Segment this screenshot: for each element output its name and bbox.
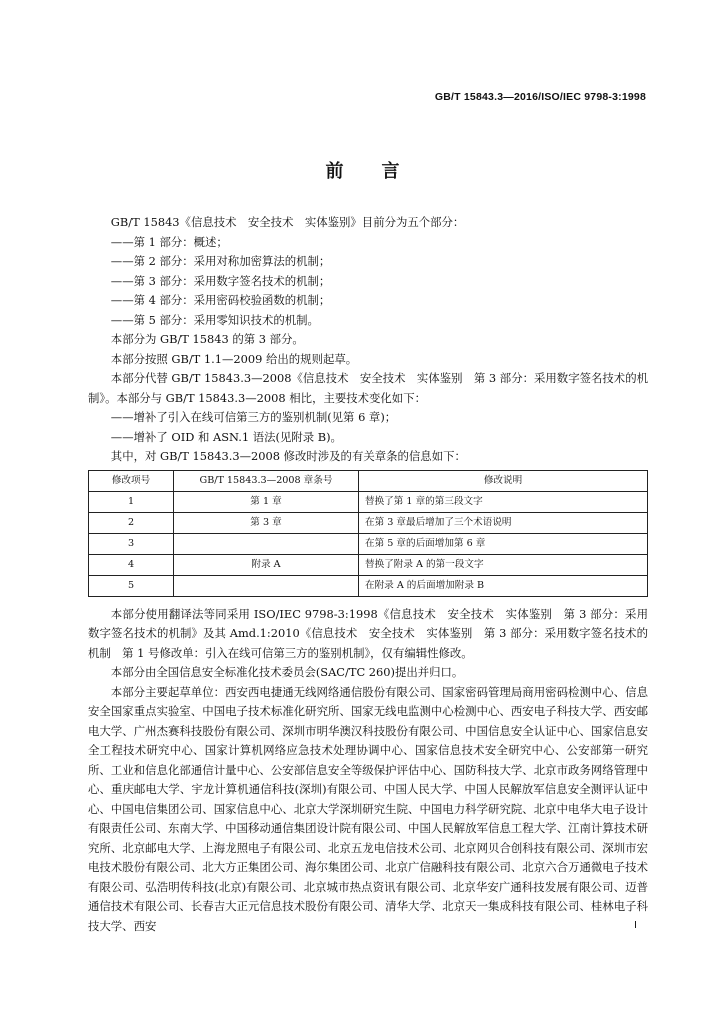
table-intro-paragraph: 其中，对 GB/T 15843.3—2008 修改时涉及的有关章条的信息如下： (110, 449, 466, 463)
table-cell: 4 (89, 554, 174, 575)
table-row (89, 491, 648, 512)
part-list-item: ——第 4 部分：采用密码校验函数的机制； (110, 293, 331, 307)
table-cell: 第 3 章 (174, 512, 359, 533)
table-cell: 替换了附录 A 的第一段文字 (359, 554, 648, 575)
title-char-2: 言 (381, 161, 400, 182)
table-cell: 替换了第 1 章的第三段文字 (359, 491, 648, 512)
table-row (89, 512, 648, 533)
table-cell: 3 (89, 533, 174, 554)
table-cell (174, 533, 359, 554)
change-list-item: ——增补了 OID 和 ASN.1 语法(见附录 B)。 (110, 429, 342, 444)
proposed-paragraph: 本部分由全国信息安全标准化技术委员会(SAC/TC 260)提出并归口。 (110, 665, 464, 679)
modification-table (88, 470, 648, 597)
replaces-paragraph: 本部分代替 GB/T 15843.3—2008《信息技术 安全技术 实体鉴别 第 3 部分：采用数字签名技术的机制》。本部分与 GB/T 15843.3—2008 相比，主要技术变化如下： (88, 371, 648, 405)
adoption-paragraph: 本部分使用翻译法等同采用 ISO/IEC 9798-3:1998《信息技术 安全技术 实体鉴别 第 3 部分：采用数字签名技术的机制》及其 Amd.1:2010《信息技术 安全技术 实体鉴别 第 3 部分：采用数字签名技术的机制 第 1 号修改单：引入在线可信第三方的鉴别机制》，仅有编辑性修改。 (88, 606, 648, 660)
table-row (89, 575, 648, 596)
foreword-body (88, 213, 648, 936)
drafting-paragraph: 本部分按照 GB/T 1.1—2009 给出的规则起草。 (110, 351, 358, 366)
part-list-item: ——第 3 部分：采用数字签名技术的机制； (110, 273, 331, 288)
part-list-item: ——第 5 部分：采用零知识技术的机制。 (110, 312, 319, 327)
table-header-cell: 修改项号 (89, 470, 174, 491)
table-row (89, 554, 648, 575)
table-cell (174, 575, 359, 596)
table-header-cell: GB/T 15843.3—2008 章条号 (174, 470, 359, 491)
standard-number-header: GB/T 15843.3—2016/ISO/IEC 9798-3:1998 (434, 91, 646, 103)
table-cell: 5 (89, 575, 174, 596)
part-list-item: ——第 1 部分：概述； (110, 234, 228, 249)
table-cell: 第 1 章 (174, 491, 359, 512)
table-cell: 2 (89, 512, 174, 533)
table-cell: 在第 3 章最后增加了三个术语说明 (359, 512, 648, 533)
table-cell: 附录 A (174, 554, 359, 575)
page-number: I (634, 920, 637, 931)
change-list-item: ——增补了引入在线可信第三方的鉴别机制(见第 6 章)； (110, 410, 397, 424)
drafters-paragraph: 本部分主要起草单位：西安西电捷通无线网络通信股份有限公司、国家密码管理局商用密码检测中心、信息安全国家重点实验室、中国电子技术标准化研究所、国家无线电监测中心检测中心、西安电子科技大学、西安邮电大学、广州杰赛科技股份有限公司、深圳市明华澳汉科技股份有限公司、中国信息安全认证中心、国家信息安全工程技术研究中心、国家计算机网络应急技术处理协调中心、国家信息技术安全研究中心、公安部第一研究所、工业和信息化部通信计量中心、公安部信息安全等级保护评估中心、国防科技大学、北京市政务网络管理中心、重庆邮电大学、宇龙计算机通信科技(深圳)有限公司、中国人民大学、中国人民解放军信息安全测评认证中心、中国电信集团公司、国家信息中心、北京大学深圳研究生院、中国电力科学研究院、北京中电华大电子设计有限责任公司、东南大学、中国移动通信集团设计院有限公司、中国人民解放军信息工程大学、江南计算技术研究所、北京邮电大学、上海龙照电子有限公司、北京五龙电信技术公司、北京网贝合创科技有限公司、深圳市宏电技术股份有限公司、北大方正集团公司、海尔集团公司、北京广信融科技有限公司、北京六合万通微电子技术有限公司、弘浩明传科技(北京)有限公司、北京城市热点资讯有限公司、北京华安广通科技发展有限公司、迈普通信技术有限公司、长春吉大正元信息技术股份有限公司、清华大学、北京天一集成科技有限公司、桂林电子科技大学、西安 (88, 684, 648, 933)
table-header-row (89, 470, 648, 491)
table-cell: 在第 5 章的后面增加第 6 章 (359, 533, 648, 554)
page-title (0, 157, 725, 183)
title-char-1: 前 (325, 161, 344, 182)
table-cell: 1 (89, 491, 174, 512)
intro-paragraph: GB/T 15843《信息技术 安全技术 实体鉴别》目前分为五个部分： (110, 215, 465, 229)
table-row (89, 533, 648, 554)
table-header-cell: 修改说明 (359, 470, 648, 491)
part-list-item: ——第 2 部分：采用对称加密算法的机制； (110, 254, 331, 268)
part-paragraph: 本部分为 GB/T 15843 的第 3 部分。 (110, 332, 304, 346)
table-cell: 在附录 A 的后面增加附录 B (359, 575, 648, 596)
